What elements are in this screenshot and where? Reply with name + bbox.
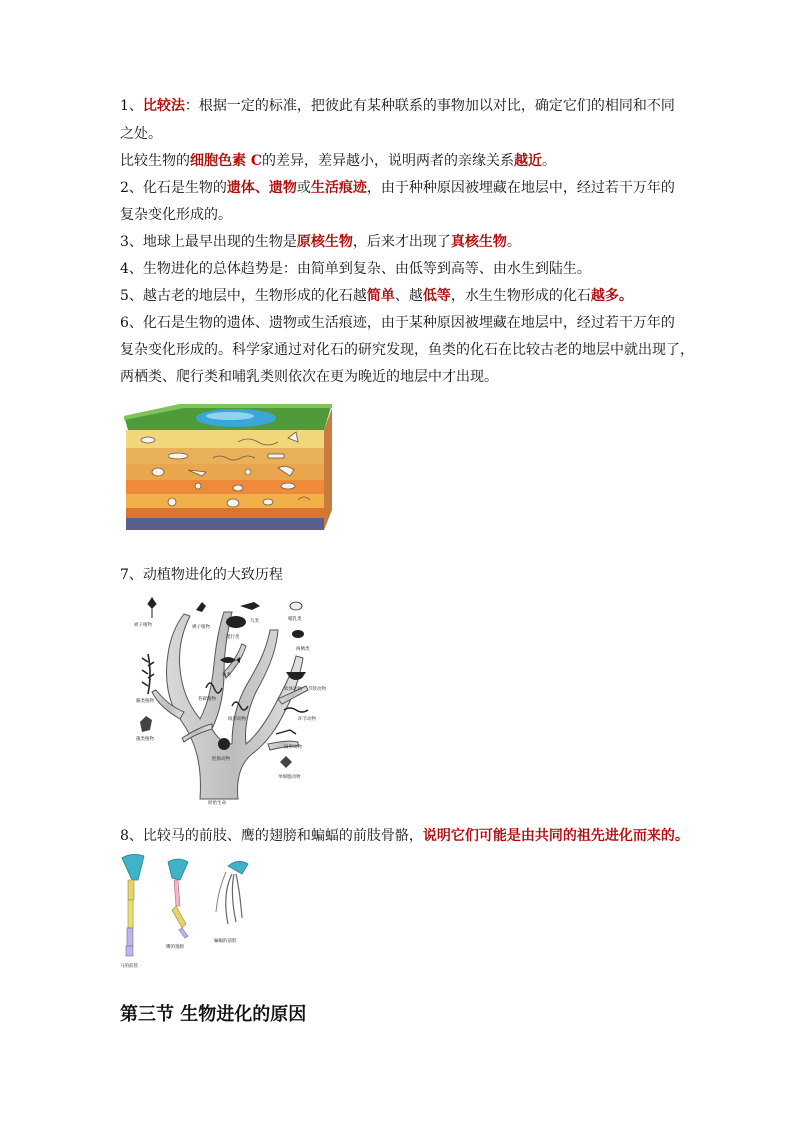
stratum-bedrock	[126, 518, 324, 530]
item-5	[120, 286, 680, 306]
item-2-separator: 、	[254, 180, 269, 196]
term-simple: 简单	[366, 288, 395, 304]
label-birds: 鸟类	[250, 619, 259, 624]
fossil-strata-illustration	[118, 398, 340, 538]
label-annelids: 环节动物	[298, 717, 316, 722]
item-2-text: 复杂变化形成的。	[120, 207, 232, 223]
item-1-text: 比较生物的	[120, 153, 190, 169]
item-2-text: 或	[296, 180, 311, 196]
item-3-text: 3、地球上最早出现的生物是	[120, 234, 297, 250]
label-gymnosperms: 裸子植物	[192, 625, 210, 630]
item-1-text: 。	[542, 153, 557, 169]
item-8-conclusion: 说明它们可能是由共同的祖先进化而来的。	[422, 828, 689, 844]
label-bat-forelimb: 蝙蝠的前肢	[214, 939, 237, 944]
item-1-line-3	[120, 151, 680, 171]
flatworm-icon	[276, 730, 296, 734]
term-cytochrome-c: 细胞色素 C	[190, 153, 263, 169]
item-2-text: ，由于种种原因被埋藏在地层中，经过若干万年的	[366, 180, 675, 196]
earthworm-icon	[284, 708, 308, 712]
item-1-line-1	[120, 96, 680, 116]
term-eukaryotes: 真核生物	[450, 234, 507, 250]
item-8-text: 8、比较马的前肢、鹰的翅膀和蝙蝠的前肢骨骼，	[120, 828, 423, 844]
label-fish: 鱼类	[222, 673, 231, 678]
term-relics: 遗物	[268, 180, 297, 196]
turtle-icon	[226, 616, 246, 628]
algae-icon	[140, 716, 152, 732]
bird-icon	[240, 602, 260, 610]
eagle-wing	[168, 859, 188, 938]
stratum-5	[126, 494, 324, 508]
frog-icon	[292, 630, 304, 638]
item-5-text: 、越	[394, 288, 423, 304]
label-roundworms: 线形动物	[228, 717, 246, 722]
label-eagle-wing: 鹰的翅膀	[166, 945, 184, 950]
item-5-text: 5、越古老的地层中，生物形成的化石越	[120, 288, 367, 304]
label-reptiles: 爬行类	[226, 635, 240, 640]
item-1-definition: ：根据一定的标准，把彼此有某种联系的事物加以对比，确定它们的相同和不同	[184, 98, 675, 114]
term-remains: 遗体	[226, 180, 255, 196]
label-origin-of-life: 原始生命	[208, 801, 226, 806]
stratum-6	[126, 508, 324, 518]
rabbit-icon	[290, 602, 302, 610]
stratum-2	[126, 448, 324, 464]
evolution-tree-illustration	[128, 594, 344, 808]
label-angiosperms: 被子植物	[134, 623, 152, 628]
label-arthropods: 节肢动物	[308, 687, 326, 692]
item-8	[120, 826, 689, 846]
term-prokaryotes: 原核生物	[296, 234, 353, 250]
item-3-text: ，后来才出现了	[352, 234, 451, 250]
item-1-number: 1、	[120, 98, 143, 114]
flower-icon	[148, 598, 156, 618]
item-1-definition-continued: 之处。	[120, 126, 162, 142]
term-traces: 生活痕迹	[310, 180, 367, 196]
protozoa-icon	[280, 756, 292, 768]
label-flatworms: 扁形动物	[284, 745, 302, 750]
label-mammals: 哺乳类	[288, 617, 302, 622]
term-more: 越多。	[590, 288, 633, 304]
horse-forelimb	[122, 854, 144, 956]
label-mosses: 苔藓植物	[198, 697, 216, 702]
item-3-text: 。	[506, 234, 521, 250]
bat-forelimb	[216, 861, 248, 924]
item-1-line-2	[120, 124, 680, 144]
label-horse-forelimb: 马的前肢	[120, 964, 138, 969]
label-mollusks: 软体动物	[284, 687, 302, 692]
label-algae: 藻类植物	[136, 737, 154, 742]
item-2-text: 2、化石是生物的	[120, 180, 227, 196]
coral-icon	[218, 738, 230, 750]
item-5-text: ，水生生物形成的化石	[450, 288, 591, 304]
item-2-line-1	[120, 178, 680, 198]
label-amphibians: 两栖类	[296, 647, 310, 652]
item-1-text: 的差异，差异越小，说明两者的亲缘关系	[262, 153, 515, 169]
item-6-line-3: 两栖类、爬行类和哺乳类则依次在更为晚近的地层中才出现。	[120, 369, 498, 385]
item-7: 7、动植物进化的大致历程	[120, 567, 283, 583]
item-6-line-2: 复杂变化形成的。科学家通过对化石的研究发现，鱼类的化石在比较古老的地层中就出现了，	[120, 342, 694, 358]
label-ferns: 蕨类植物	[136, 699, 154, 704]
term-comparison-method: 比较法	[142, 98, 185, 114]
item-2-line-2	[120, 205, 680, 225]
lake-highlight	[206, 412, 254, 420]
term-lower: 低等	[422, 288, 451, 304]
label-cnidarians: 腔肠动物	[212, 757, 230, 762]
label-protozoa: 单细胞动物	[278, 775, 301, 780]
forelimb-comparison-illustration	[116, 850, 266, 974]
term-closer: 越近	[514, 153, 543, 169]
fern-icon	[142, 654, 154, 694]
side-face	[324, 408, 332, 530]
item-6-line-1: 6、化石是生物的遗体、遗物或生活痕迹，由于某种原因被埋藏在地层中，经过若干万年的	[120, 315, 675, 331]
section-heading: 第三节 生物进化的原因	[120, 1004, 307, 1025]
item-3	[120, 232, 680, 252]
item-4: 4、生物进化的总体趋势是：由简单到复杂、由低等到高等、由水生到陆生。	[120, 261, 591, 277]
pine-icon	[196, 602, 206, 612]
tree-branches	[152, 612, 308, 799]
